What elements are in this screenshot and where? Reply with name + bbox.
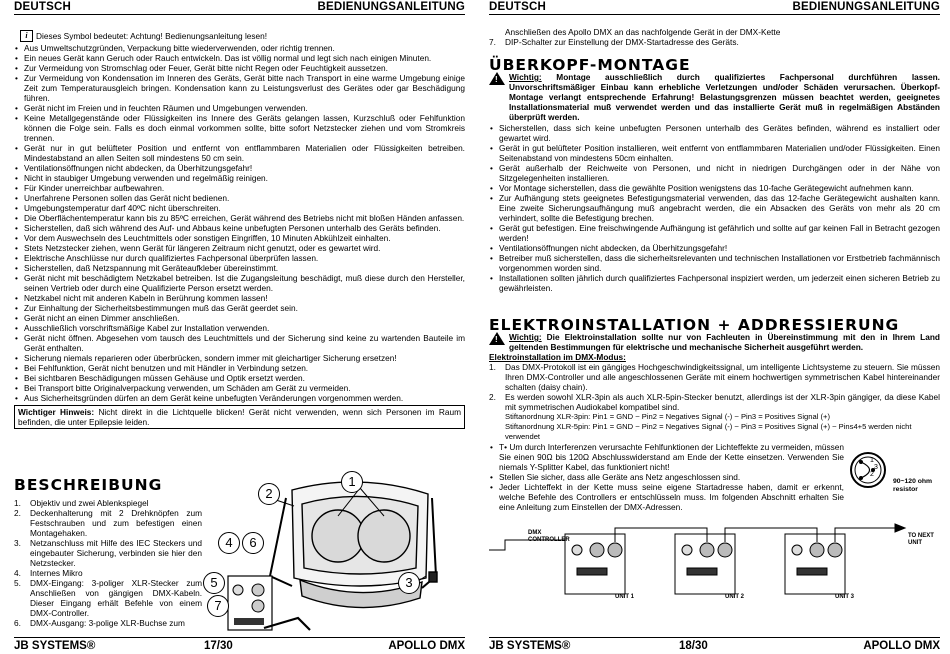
mounting-section <box>489 56 940 293</box>
warning-triangle-icon: ! <box>489 72 505 85</box>
item-number: 7. <box>489 37 496 47</box>
list-item: • Zur Einhaltung der Sicherheitsbestimmungen muß das Gerät geerdet sein. <box>14 303 465 313</box>
section-title-ueberkopf: ÜBERKOPF-MONTAGE <box>489 56 691 74</box>
list-item: • Umgebungstemperatur darf 40ºC nicht überschreiten. <box>14 203 465 213</box>
list-item <box>14 568 202 578</box>
important-hint-box <box>14 405 465 429</box>
callout-5: 5 <box>203 572 225 594</box>
list-item: • Gerät nicht öffnen. Abgesehen vom tausch des Leuchtmittels und der Sicherung sind keine zu wartenden Bauteile im Gerät enthalten. <box>14 333 465 353</box>
callout-7: 7 <box>207 595 229 617</box>
header-language: DEUTSCH <box>14 1 71 13</box>
warning-triangle-icon: ! <box>489 332 505 345</box>
page-number: 18/30 <box>679 640 708 652</box>
pin-5-assignment: Stiftanordnung XLR-5pin: Pin1 = GND ~ Pin2 = Negatives Signal (-) ~ Pin3 = Positives Signal (+) ~ Pins4+5 werden nicht verwendet <box>505 422 912 441</box>
item-number: 1. <box>489 362 496 372</box>
microphone-icon <box>233 585 243 595</box>
list-item <box>14 498 202 508</box>
info-notice <box>14 31 465 43</box>
list-item: • Vor dem Auswechseln des Leuchtmittels oder sonstigen Eingriffen, 10 Minuten Abkühlzeit einhalten. <box>14 233 465 243</box>
list-item: • Unerfahrene Personen sollen das Gerät nicht bedienen. <box>14 193 465 203</box>
list-item: • Zur Aufhängung stets geeignetes Befestigungsmaterial verwenden, das das 12-fache Gerätegewicht aushalten kann. Eine zweite Sicherungsaufhängung muß angebracht werden, die ein Absacken des Geräts von mehr als 20 cm verhindert, sollte die Befestigung brechen. <box>489 193 940 223</box>
pin-3-assignment: Stiftanordnung XLR-3pin: Pin1 = GND ~ Pin2 = Negatives Signal (-) ~ Pin3 = Positives Signal (+) <box>505 412 831 421</box>
list-item: • Gerät gut befestigen. Eine freischwingende Aufhängung ist gefährlich und sollte auf gar keinen Fall in Betracht gezogen werden! <box>489 223 940 243</box>
list-item: • Sicherstellen, dass sich keine unbefugten Personen unterhalb des Gerätes befinden, während es installiert oder gewartet wird. <box>489 123 940 143</box>
list-item: • Gerät nicht an einen Dimmer anschließen. <box>14 313 465 323</box>
warning-text: Die Elektroinstallation sollte nur von Fachleuten in Übereinstimmung mit den in Ihrem Land geltenden Bestimmungen für elektrische und mechanische Sicherheit ausgeführt werden. <box>509 332 941 352</box>
item-number: 1. <box>14 498 21 508</box>
list-item: • T• Um durch Interferenzen verursachte Fehlfunktionen der Lichteffekte zu vermeiden, müssen Sie einen 90Ω bis 120Ω Abschlusswiderstand am Ende der Kette einsetzen. Verwenden Sie niemals Y-Splitter Kabel, das funktioniert nicht! <box>489 442 844 472</box>
list-item: • Für Kinder unerreichbar aufbewahren. <box>14 183 465 193</box>
continued-line: Anschließen des Apollo DMX an das nachfolgende Gerät in der DMX-Kette <box>505 27 781 37</box>
list-item: • Gerät nicht mit beschädigtem Netzkabel betreiben. Ist die Zugangsleitung beschädigt, muß diese durch den Hersteller, seinen Vertrieb oder durch eine Qualifizierte Person ersetzt werden. <box>14 273 465 293</box>
list-item: • Sicherstellen, daß Netzspannung mit Geräteaufkleber übereinstimmt. <box>14 263 465 273</box>
item-number: 3. <box>14 538 21 548</box>
callout-4: 4 <box>218 532 240 554</box>
list-item <box>489 392 940 412</box>
list-item: • Netzkabel nicht mit anderen Kabeln in Berührung kommen lassen! <box>14 293 465 303</box>
list-item: • Jeder Lichteffekt in der Kette muss seine eigene Startadresse haben, damit er erkennt, welche Befehle des Controllers er entschlüsseln muss. Im folgenden Abschnitt erhalten Sie eine Anleitung zum Einstellen der DMX-Adressen. <box>489 482 844 512</box>
item-text: Es werden sowohl XLR-3pin als auch XLR-5pin-Stecker benutzt, allerdings ist der XLR-3pin gängiger, da diese Kabel mit symmetrischen Audiokabel kompatibel sind. <box>505 392 940 412</box>
list-item: • Gerät in gut belüfteter Position installieren, weit entfernt von entflammbaren Materialien und/oder Flüssigkeiten. Einen Seitenabstand von mindestens 50cm einhalten. <box>489 143 940 163</box>
pin-label: 3 <box>874 464 878 471</box>
pin-label: 1 <box>870 457 874 464</box>
list-item: • Betreiber muß sicherstellen, dass die sicherheitsrelevanten und technischen Installationen vor Erstbetrieb fachmännisch vorgenommen worden sind. <box>489 253 940 273</box>
item-number: 4. <box>14 568 21 578</box>
item-number: 2. <box>14 508 21 518</box>
header-title: BEDIENUNGSANLEITUNG <box>317 1 465 13</box>
callout-1: 1 <box>341 471 363 493</box>
warning-text: Montage ausschließlich durch qualifiziertes Fachpersonal durchführen lassen. Unvorschriftsmäßiger Einbau kann erhebliche Verletzungen und/oder Schäden verursachen. Überkopf-Montage verlangt entsprechende Erfahrung! Belastungsgrenzen müssen beachtet werden, geeignetes Installationsmaterial muß verwendet werden und das installierte Gerät muß in regelmäßigen Abständen überprüft werden. <box>509 72 940 122</box>
xlr-pin-labels <box>870 457 878 478</box>
electrical-warning <box>489 332 940 352</box>
unit-1-label: UNIT 1 <box>615 594 635 600</box>
list-item: • Installationen sollten jährlich durch qualifiziertes Fachpersonal inspiziert werden, um jederzeit einen sicheren Betrieb zu gewährleisten. <box>489 273 940 293</box>
list-item: • Ausschließlich vorschriftsmäßige Kabel zur Installation verwenden. <box>14 323 465 333</box>
list-item <box>489 37 940 47</box>
dmx-list <box>489 362 940 412</box>
page-header <box>14 1 465 14</box>
list-item: • Stellen Sie sicher, dass alle Geräte ans Netz angeschlossen sind. <box>489 472 844 482</box>
footer-product: APOLLO DMX <box>388 640 465 652</box>
hint-label: Wichtiger Hinweis: <box>18 407 95 417</box>
list-item: • Bei sichtbaren Beschädigungen müssen Gehäuse und Optik ersetzt werden. <box>14 373 465 383</box>
list-item: • Stets Netzstecker ziehen, wenn Gerät für längeren Zeitraum nicht genutzt, oder es gewartet wird. <box>14 243 465 253</box>
right-page <box>475 0 950 654</box>
list-item: • Keine Metallgegenstände oder Flüssigkeiten ins Innere des Geräts gelangen lassen, Kurzschluß oder Fehlfunktion können die Folge sein. Falls es doch einmal vorkommen sollte, bitte sofort Netzstecker ziehen und vom Stromkreis trennen. <box>14 113 465 143</box>
page-footer <box>14 640 465 653</box>
warning-label: Wichtig: <box>509 332 542 342</box>
list-item: • Gerät außerhalb der Reichweite von Personen, und nicht in niedrigen Durchgängen oder in der Nähe von Sitzgelegenheiten installieren. <box>489 163 940 183</box>
to-next-unit-label: TO NEXT UNIT <box>908 533 934 546</box>
list-item: • Gerät nicht im Freien und in feuchten Räumen und Umgebungen verwenden. <box>14 103 465 113</box>
info-book-icon: i <box>20 30 33 42</box>
item-text: DMX-Eingang: 3-poliger XLR-Stecker zum Anschließen von gängigen DMX-Kabeln. Dieser Eingang erhält Befehle von einem DMX-Controller. <box>30 578 202 618</box>
item-text: Deckenhalterung mit 2 Drehknöpfen zum Festschrauben und zum befestigen einen Montagehaken. <box>30 508 202 538</box>
list-item: • Vor Montage sicherstellen, dass die gewählte Position wenigstens das 10-fache Gerätegewicht aufnehmen kann. <box>489 183 940 193</box>
list-item: • Ventilationsöffnungen nicht abdecken, da Überhitzungsgefahr! <box>489 243 940 253</box>
header-language: DEUTSCH <box>489 1 546 13</box>
unit-3-label: UNIT 3 <box>835 594 855 600</box>
safety-bullet-list <box>14 43 465 403</box>
warning-label: Wichtig: <box>509 72 542 82</box>
item-number: 5. <box>14 578 21 588</box>
item-text: Internes Mikro <box>30 568 83 578</box>
list-item <box>14 538 202 568</box>
list-item: • Ein neues Gerät kann Geruch oder Rauch entwickeln. Das ist völlig normal und legt sich nach einigen Minuten. <box>14 53 465 63</box>
header-rule <box>14 14 465 15</box>
footer-brand: JB SYSTEMS® <box>489 640 571 652</box>
header-rule <box>489 14 940 15</box>
item-text: Netzanschluss mit Hilfe des IEC Steckers und eingebauter Sicherung, verbinden sie hier den Netzstecker. <box>30 538 202 568</box>
footer-rule <box>14 637 465 638</box>
item-text: Objektiv und zwei Ablenkspiegel <box>30 498 149 508</box>
description-continuation <box>489 27 940 47</box>
mounting-bullet-list <box>489 123 940 293</box>
hint-text: Nicht direkt in die Lichtquelle blicken! Gerät nicht verwenden, wenn sich Personen im Raum befinden, die unter Epilepsie leiden. <box>18 407 461 427</box>
resistor-label: 90~120 ohm resistor <box>893 478 933 493</box>
safety-section <box>14 31 465 429</box>
list-item <box>14 508 202 538</box>
description-item-7 <box>489 37 940 47</box>
footer-brand: JB SYSTEMS® <box>14 640 96 652</box>
unit-2-label: UNIT 2 <box>725 594 745 600</box>
item-text: DMX-Ausgang: 3-polige XLR-Buchse zum <box>30 618 185 628</box>
list-item: • Elektrische Anschlüsse nur durch qualifiziertes Fachpersonal überprüfen lassen. <box>14 253 465 263</box>
header-title: BEDIENUNGSANLEITUNG <box>792 1 940 13</box>
list-item: • Aus Sicherheitsgründen dürfen an dem Gerät keine unbefugten Veränderungen vorgenommen werden. <box>14 393 465 403</box>
item-text: DIP-Schalter zur Einstellung der DMX-Startadresse des Geräts. <box>505 37 739 47</box>
callout-6: 6 <box>242 532 264 554</box>
dmx-in-connector-icon <box>252 600 264 612</box>
section-title-elektro: ELEKTROINSTALLATION + ADDRESSIERUNG <box>489 316 900 334</box>
dip-switch-icon <box>234 618 264 625</box>
apollo-fixture-illustration <box>200 468 448 634</box>
callout-2: 2 <box>258 483 280 505</box>
callout-3: 3 <box>398 572 420 594</box>
dmx-controller-label: DMX CONTROLLER <box>528 530 570 543</box>
section-title-beschreibung: BESCHREIBUNG <box>14 476 163 494</box>
pin-label: 2 <box>870 471 874 478</box>
info-text: Dieses Symbol bedeutet: Achtung! Bedienungsanleitung lesen! <box>36 31 268 41</box>
footer-product: APOLLO DMX <box>863 640 940 652</box>
list-item: • Zur Vermeidung von Stromschlag oder Feuer, Gerät bitte nicht Regen oder Feuchtigkeit aussetzen. <box>14 63 465 73</box>
list-item: • Aus Umweltschutzgründen, Verpackung bitte wiederverwenden, oder richtig trennen. <box>14 43 465 53</box>
list-item: • Ventilationsöffnungen nicht abdecken, da Überhitzungsgefahr! <box>14 163 465 173</box>
dmx-out-connector-icon <box>252 584 264 596</box>
description-items <box>14 498 202 628</box>
list-item <box>489 362 940 392</box>
page-footer <box>489 640 940 653</box>
list-item: • Sicherung niemals reparieren oder überbrücken, sondern immer mit gleichartiger Sicherung ersetzen! <box>14 353 465 363</box>
item-number: 2. <box>489 392 496 402</box>
item-text: Das DMX-Protokoll ist ein gängiges Hochgeschwindigkeitssignal, um intelligente Lichtsysteme zu steuern. Sie müssen Ihren DMX-Controller und alle angeschlossenen Geräte mit einem hochwertigen symmetrischen Kabel hintereinander schalten (daisy chain). <box>505 362 940 392</box>
list-item: • Nicht in staubiger Umgebung verwenden und regelmäßig reinigen. <box>14 173 465 183</box>
list-item: • Sicherstellen, daß sich während des Auf- und Abbaus keine unbefugten Personen unterhalb des Geräts befinden. <box>14 223 465 233</box>
footer-rule <box>489 637 940 638</box>
list-item: • Bei Transport bitte Originalverpackung verwenden, um Schäden am Gerät zu vermeiden. <box>14 383 465 393</box>
lens-left <box>312 510 364 562</box>
list-item <box>14 578 202 618</box>
list-item: • Zur Vermeidung von Kondensation im Inneren des Geräts, Gerät bitte nach Transport in eine warme Umgebung einige Zeit zum Temperaturausgleich bringen. Kondensation kann zu Leistungsverlust des Gerätes oder gar Beschädigung führen. <box>14 73 465 103</box>
mounting-warning <box>489 72 940 122</box>
list-item: • Gerät nur in gut belüfteter Position und entfernt von entflammbaren Materialien oder Flüssigkeiten betreiben. Mindestabstand an allen Seiten soll mindestens 50 cm sein. <box>14 143 465 163</box>
list-item <box>14 618 202 628</box>
page-number: 17/30 <box>204 640 233 652</box>
list-item: • Die Oberflächentemperatur kann bis zu 85ºC erreichen, Gerät während des Betriebs nicht mit bloßen Händen anfassen. <box>14 213 465 223</box>
lens-right <box>358 510 410 562</box>
list-item: • Bei Fehlfunktion, Gerät nicht benutzen und mit Händler in Verbindung setzen. <box>14 363 465 373</box>
description-list <box>14 498 202 628</box>
page-header <box>489 1 940 14</box>
dmx-mode-heading: Elektroinstallation im DMX-Modus: <box>489 352 626 362</box>
item-number: 6. <box>14 618 21 628</box>
